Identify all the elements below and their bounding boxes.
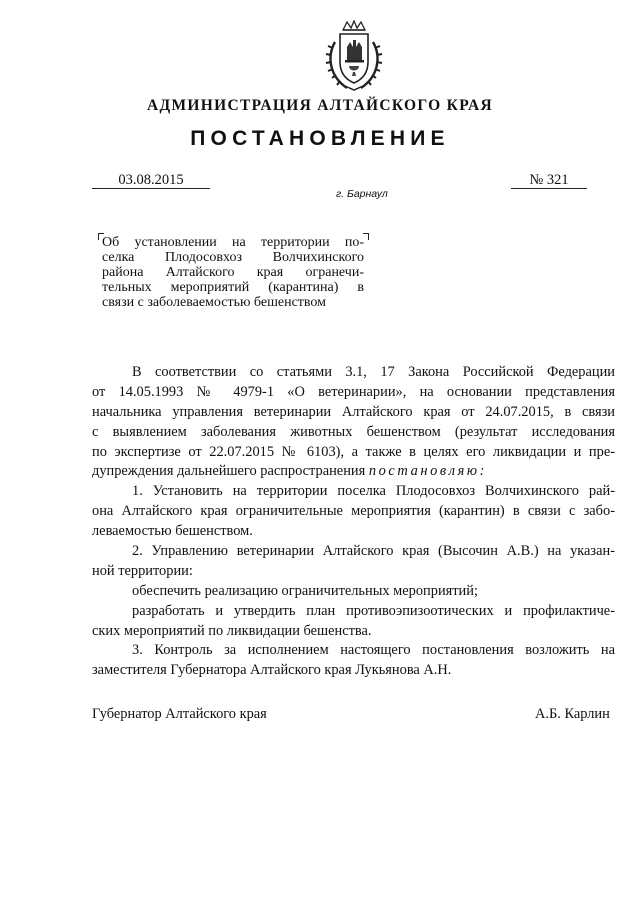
body-line: с выявлением заболевания животных бешенством (результат исследования	[92, 423, 615, 440]
item-3-line: заместителя Губернатора Алтайского края Лукьянова А.Н.	[92, 662, 452, 679]
item-1-line: 1. Установить на территории поселка Плодосовхоз Волчихинского рай-	[132, 483, 615, 500]
preamble-last-text: дупреждения дальнейшего распространения	[92, 463, 366, 480]
document-number: № 321	[511, 172, 587, 189]
document-date: 03.08.2015	[92, 172, 210, 189]
document-type-title: ПОСТАНОВЛЕНИЕ	[190, 127, 450, 150]
subject-line: селка Плодосовхоз Волчихинского	[102, 250, 364, 265]
body-line: по экспертизе от 22.07.2015 № 6103), а также в целях его ликвидации и пре-	[92, 443, 615, 460]
subject-line: района Алтайского края огранечи-	[102, 265, 364, 280]
subject-line: связи с заболеваемостью бешенством	[102, 295, 327, 310]
document-subject	[102, 235, 364, 310]
item-2a-line: обеспечить реализацию ограничительных мероприятий;	[132, 582, 478, 599]
document-body	[92, 363, 615, 681]
decree-word: постановляю:	[368, 463, 488, 480]
body-line: начальника управления ветеринарии Алтайского края от 24.07.2015, в связи	[92, 403, 615, 420]
item-2b-line: ских мероприятий по ликвидации бешенства.	[92, 622, 372, 639]
item-2-line: 2. Управлению ветеринарии Алтайского края (Высочин А.В.) на указан-	[132, 543, 615, 560]
document-city: г. Барнаул	[336, 188, 388, 200]
organization-title: АДМИНИСТРАЦИЯ АЛТАЙСКОГО КРАЯ	[147, 97, 493, 114]
subject-line: тельных мероприятий (карантина) в	[102, 280, 364, 295]
body-line	[92, 462, 615, 482]
signatory-position: Губернатор Алтайского края	[92, 706, 267, 722]
body-line: от 14.05.1993 № 4979-1 «О ветеринарии», на основании представления	[92, 383, 615, 400]
item-2-line: ной территории:	[92, 562, 193, 579]
body-line: В соответствии со статьями 3.1, 17 Закона Российской Федерации	[132, 364, 615, 380]
signatory-name: А.Б. Карлин	[535, 706, 610, 722]
item-1-line: леваемостью бешенством.	[92, 523, 253, 540]
item-1-line: она Алтайского края ограничительные мероприятия (карантин) в связи с забо-	[92, 503, 615, 520]
item-3-line: 3. Контроль за исполнением настоящего постановления возложить на	[132, 642, 615, 659]
subject-line: Об установлении на территории по-	[102, 235, 364, 250]
item-2b-line: разработать и утвердить план противоэпизоотических и профилактиче-	[132, 602, 615, 619]
altai-krai-coat-of-arms-icon	[323, 20, 385, 94]
